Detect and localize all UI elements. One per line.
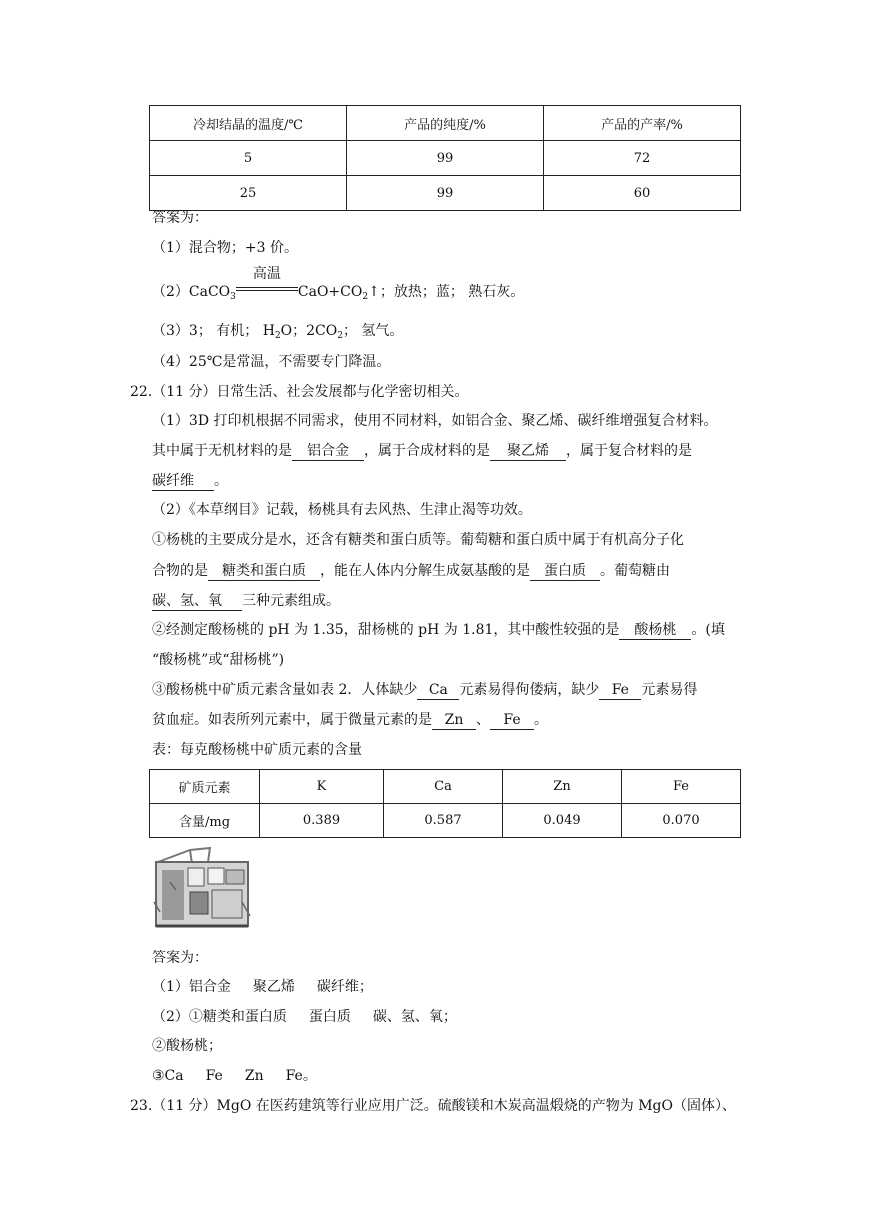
answer-line: ③Ca Fe Zn Fe。 bbox=[152, 1068, 317, 1084]
fill-blank-answer: 聚乙烯 bbox=[490, 442, 566, 461]
fill-blank-answer: Ca bbox=[417, 681, 459, 700]
fill-blank-answer: 碳纤维 bbox=[152, 472, 214, 491]
table-caption: 表：每克酸杨桃中矿质元素的含量 bbox=[152, 742, 362, 758]
table-cell: 99 bbox=[347, 141, 544, 176]
answer-line: （1）铝合金 聚乙烯 碳纤维； bbox=[152, 979, 373, 995]
table-cell: 25 bbox=[150, 176, 347, 211]
table-header-cell: Ca bbox=[384, 770, 503, 804]
table-row bbox=[150, 141, 741, 176]
fill-blank-answer: 碳、氢、氧 bbox=[152, 592, 242, 611]
table-cell: 0.587 bbox=[384, 804, 503, 838]
question-text: 碳纤维 。 bbox=[152, 473, 228, 489]
fill-blank-answer: Fe bbox=[490, 711, 534, 730]
scanned-sketch-image bbox=[150, 842, 258, 934]
reaction-condition: 高温 bbox=[252, 266, 281, 282]
fill-blank-answer: 铝合金 bbox=[292, 442, 364, 461]
answer-line: ②酸杨桃； bbox=[152, 1038, 222, 1054]
answer-line: （1）混合物；+3 价。 bbox=[152, 240, 298, 256]
fill-blank-answer: 糖类和蛋白质 bbox=[208, 562, 320, 581]
question-title: 23.（11 分）MgO 在医药建筑等行业应用广泛。硫酸镁和木炭高温煅烧的产物为 MgO（固体）、 bbox=[130, 1098, 736, 1114]
table-header-cell: K bbox=[260, 770, 384, 804]
subscript: 2 bbox=[362, 292, 369, 302]
answer-line: （4）25℃是常温，不需要专门降温。 bbox=[152, 354, 391, 370]
table-header-cell: 产品的产率/% bbox=[544, 106, 741, 141]
table-row bbox=[150, 176, 741, 211]
table-cell: 72 bbox=[544, 141, 741, 176]
answer-text: ↑；放热；蓝； 熟石灰。 bbox=[368, 284, 525, 300]
formula-text: CaO+CO bbox=[297, 284, 363, 300]
subscript: 2 bbox=[274, 331, 281, 341]
formula-text: （2）CaCO bbox=[152, 284, 231, 300]
table-cell: 5 bbox=[150, 141, 347, 176]
table-header-cell: 产品的纯度/% bbox=[347, 106, 544, 141]
fill-blank-answer: Fe bbox=[599, 681, 641, 700]
question-text: ②经测定酸杨桃的 pH 为 1.35，甜杨桃的 pH 为 1.81，其中酸性较强的是 酸杨桃 。(填 bbox=[152, 622, 725, 638]
table-header-cell: Zn bbox=[503, 770, 622, 804]
answer-line: （3）3； 有机； $H_2O$；$2CO_2$； 氢气。 bbox=[152, 323, 404, 341]
mineral-content-table bbox=[149, 769, 741, 838]
answer-heading: 答案为： bbox=[152, 210, 208, 226]
table-header-cell: Fe bbox=[622, 770, 741, 804]
table-cell: 含量/mg bbox=[150, 804, 260, 838]
question-text: 碳、氢、氧 三种元素组成。 bbox=[152, 593, 340, 609]
answer-line: （2）①糖类和蛋白质 蛋白质 碳、氢、氧； bbox=[152, 1009, 457, 1025]
table-cell: 0.389 bbox=[260, 804, 384, 838]
crystallization-table bbox=[149, 105, 741, 211]
table-header-row bbox=[150, 106, 741, 141]
subscript: 3 bbox=[230, 292, 236, 302]
question-text: 合物的是 糖类和蛋白质 ，能在人体内分解生成氨基酸的是 蛋白质 。葡萄糖由 bbox=[152, 563, 670, 579]
table-header-cell: 冷却结晶的温度/℃ bbox=[150, 106, 347, 141]
fill-blank-answer: Zn bbox=[432, 711, 476, 730]
question-title: 22.（11 分）日常生活、社会发展都与化学密切相关。 bbox=[130, 384, 469, 400]
subscript: 2 bbox=[337, 331, 343, 341]
question-text: 其中属于无机材料的是 铝合金 ，属于合成材料的是 聚乙烯 ，属于复合材料的是 bbox=[152, 443, 692, 459]
table-header-cell: 矿质元素 bbox=[150, 770, 260, 804]
question-text: ①杨桃的主要成分是水，还含有糖类和蛋白质等。葡萄糖和蛋白质中属于有机高分子化 bbox=[152, 532, 684, 548]
table-cell: 0.070 bbox=[622, 804, 741, 838]
fill-blank-answer: 酸杨桃 bbox=[619, 621, 691, 640]
reaction-condition-arrow bbox=[236, 266, 298, 298]
question-text: 贫血症。如表所列元素中，属于微量元素的是 Zn 、 Fe 。 bbox=[152, 712, 548, 728]
question-text: ③酸杨桃中矿质元素含量如表 2．人体缺少 Ca 元素易得佝偻病，缺少 Fe 元素易得 bbox=[152, 682, 698, 698]
question-text: （1）3D 打印机根据不同需求，使用不同材料，如铝合金、聚乙烯、碳纤维增强复合材料。 bbox=[152, 413, 718, 429]
table-cell: 99 bbox=[347, 176, 544, 211]
table-header-row bbox=[150, 770, 741, 804]
answer-line-equation bbox=[152, 266, 525, 307]
answer-heading: 答案为： bbox=[152, 950, 208, 966]
table-cell: 0.049 bbox=[503, 804, 622, 838]
table-row bbox=[150, 804, 741, 838]
fill-blank-answer: 蛋白质 bbox=[530, 562, 600, 581]
table-cell: 60 bbox=[544, 176, 741, 211]
question-text: （2）《本草纲目》记载，杨桃具有去风热、生津止渴等功效。 bbox=[152, 502, 532, 518]
question-text: “酸杨桃”或“甜杨桃”) bbox=[152, 652, 285, 668]
